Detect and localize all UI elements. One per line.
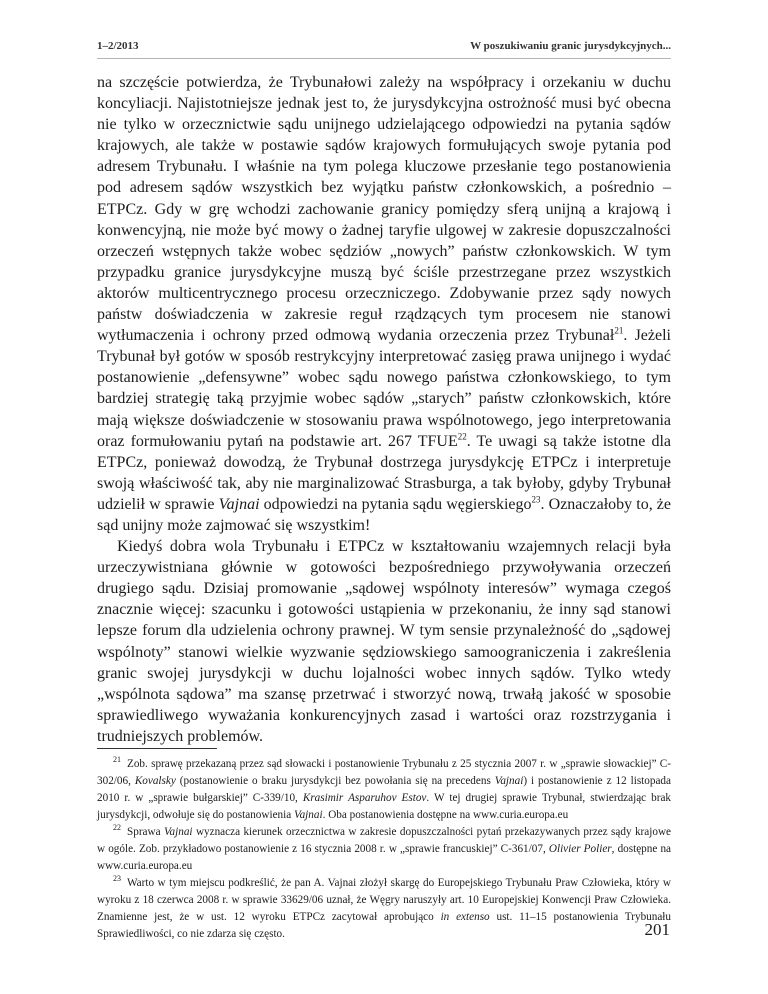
footnote-ref[interactable]: 23 [531, 494, 541, 505]
text-run: wyznacza kierunek orzecznictwa w zakresie dopuszczalności pytań przekazywanych przez sądy krajowe w ogóle. Zob. przykładowo postanowienie z 16 stycznia 2008 r. w „sprawie francuskiej” C-361/07, [97, 826, 671, 855]
text-run: (postanowienie o braku jurysdykcji bez powołania się na precedens [175, 775, 495, 787]
running-title: W poszukiwaniu granic jurysdykcyjnych... [470, 40, 671, 52]
text-run: , dostępne na www.curia.europa.eu [97, 843, 672, 872]
running-header [97, 40, 671, 52]
footnotes [97, 756, 671, 943]
footnote [97, 875, 671, 943]
footnote-divider [97, 748, 217, 749]
paragraph: Kiedyś dobra wola Trybunału i ETPCz w kształtowaniu wzajemnych relacji była urzeczywistniana głównie w gotowości bezpośredniego przywoływania orzeczeń drugiego sądu. Dzisiaj promowanie „sądowej wspólnoty interesów” wymaga czegoś znacznie więcej: szacunku i gotowości ustąpienia w przekonaniu, że inny sąd stanowi lepsze forum dla udzielenia ochrony prawnej. W tym sensie przynależność do „sądowej wspólnoty” stanowi wielkie wyzwanie sędziowskiego samoograniczenia i zakreślenia granic swojej jurysdykcji w duchu lojalności wobec innych sądów. Tylko wtedy „wspólnota sądowa” ma szansę przetrwać i stworzyć nową, trwałą jakość w sposobie sprawiedliwego wyważania konkurencyjnych zasad i wartości oraz rozstrzygania i trudniejszych problemów. [97, 538, 671, 745]
footnote [97, 756, 671, 824]
text-run: Warto w tym miejscu podkreślić, że pan A. Vajnai złożył skargę do Europejskiego Trybunału Praw Człowieka, który w wyroku z 18 czerwca 2008 r. w sprawie 33629/06 uznał, że Węgry naruszyły art. 10 Europejskiej Konwencji Praw Człowieka. Znamienne jest, że w ust. 12 wyroku ETPCz zacytował aprobująco [97, 877, 671, 923]
text-run: odpowiedzi na pytania sądu węgierskiego [259, 495, 532, 513]
case-name: Vajnai [294, 809, 323, 821]
text-run: . Oznaczałoby to, że sąd unijny może zajmować się wszystkim! [97, 495, 672, 534]
footnote-number: 22 [113, 823, 121, 833]
footnote-number: 21 [113, 755, 121, 765]
text-run: . Te uwagi są także istotne dla ETPCz, ponieważ dowodzą, że Trybunał dostrzega jurysdykcję ETPCz i interpretuje swoją właściwość tak, aby nie marginalizować Strasburga, a tak byłoby, gdyby Trybunał udzielił w sprawie [97, 432, 671, 513]
case-name: Olivier Polier [548, 843, 612, 855]
case-name: Vajnai [163, 826, 193, 838]
footnote-ref[interactable]: 21 [614, 325, 624, 336]
case-name: Kovalsky [134, 775, 176, 787]
main-text [97, 72, 671, 747]
case-name: Krasimir Asparuhov Estov [302, 792, 427, 804]
case-name: Vajnai [218, 495, 260, 513]
paragraph [97, 72, 671, 536]
text-run: ust. 11–15 postanowienia Trybunału Sprawiedliwości, co nie zdarza się często. [97, 911, 672, 940]
text-run: Sprawa [127, 826, 164, 838]
text-run: na szczęście potwierdza, że Trybunałowi zależy na współpracy i orzekaniu w duchu koncyliacji. Najistotniejsze jednak jest to, że jurysdykcyjna ostrożność musi być obecna nie tylko w orzecznictwie sądu unijnego udzielającego odpowiedzi na pytania sądów krajowych, ale także w postawie sądów krajowych formułujących swoje pytania pod adresem Trybunału. I właśnie na tym polega kluczowe przesłanie tego postanowienia pod adresem sądów wszystkich bez wyjątku państw członkowskich, a pośrednio – ETPCz. Gdy w grę wchodzi zachowanie granicy pomiędzy sferą unijną a krajową i konwencyjną, nie może być mowy o żadnej taryfie ulgowej w zakresie dopuszczalności orzeczeń wstępnych także wobec sędziów „nowych” państw członkowskich. W tym przypadku granice jurysdykcyjne muszą być ściśle przestrzegane przez wszystkich aktorów multicentrycznego procesu orzeczniczego. Zdobywanie przez sądy nowych państw doświadczenia w zakresie reguł rządzących tym procesem nie stanowi wytłumaczenia i ochrony przed odmową wydania orzeczenia przez Trybunał [97, 74, 671, 345]
text-run: . Jeżeli Trybunał był gotów w sposób restrykcyjny interpretować zasięg prawa unijnego i wydać postanowienie „defensywne” wobec sądu nowego państwa członkowskiego, to tym bardziej strategię taką przyjmie wobec sądów „starych” państw członkowskich, które mają większe doświadczenie w stosowaniu prawa wspólnotowego, jego interpretowania oraz formułowaniu pytań na podstawie art. 267 TFUE [97, 327, 671, 450]
text-run: . Oba postanowienia dostępne na www.curia.europa.eu [322, 809, 569, 821]
text-run: ) i postanowienie z 12 listopada 2010 r. w „sprawie bułgarskiej” C-339/10, [97, 775, 671, 804]
case-name: Vajnai [494, 775, 524, 787]
footnote-ref[interactable]: 22 [457, 431, 467, 442]
latin-phrase: in extenso [440, 911, 490, 923]
text-run: Zob. sprawę przekazaną przez sąd słowacki i postanowienie Trybunału z 25 stycznia 2007 r. w „sprawie słowackiej” C-302/06, [97, 758, 671, 787]
footnote [97, 824, 671, 875]
page-number: 201 [644, 920, 670, 939]
header-divider [97, 58, 671, 59]
footnote-number: 23 [113, 874, 121, 884]
issue-label: 1–2/2013 [97, 40, 139, 52]
text-run: . W tej drugiej sprawie Trybunał, stwierdzając brak jurysdykcji, odwołuje się do postanowienia [97, 792, 672, 821]
